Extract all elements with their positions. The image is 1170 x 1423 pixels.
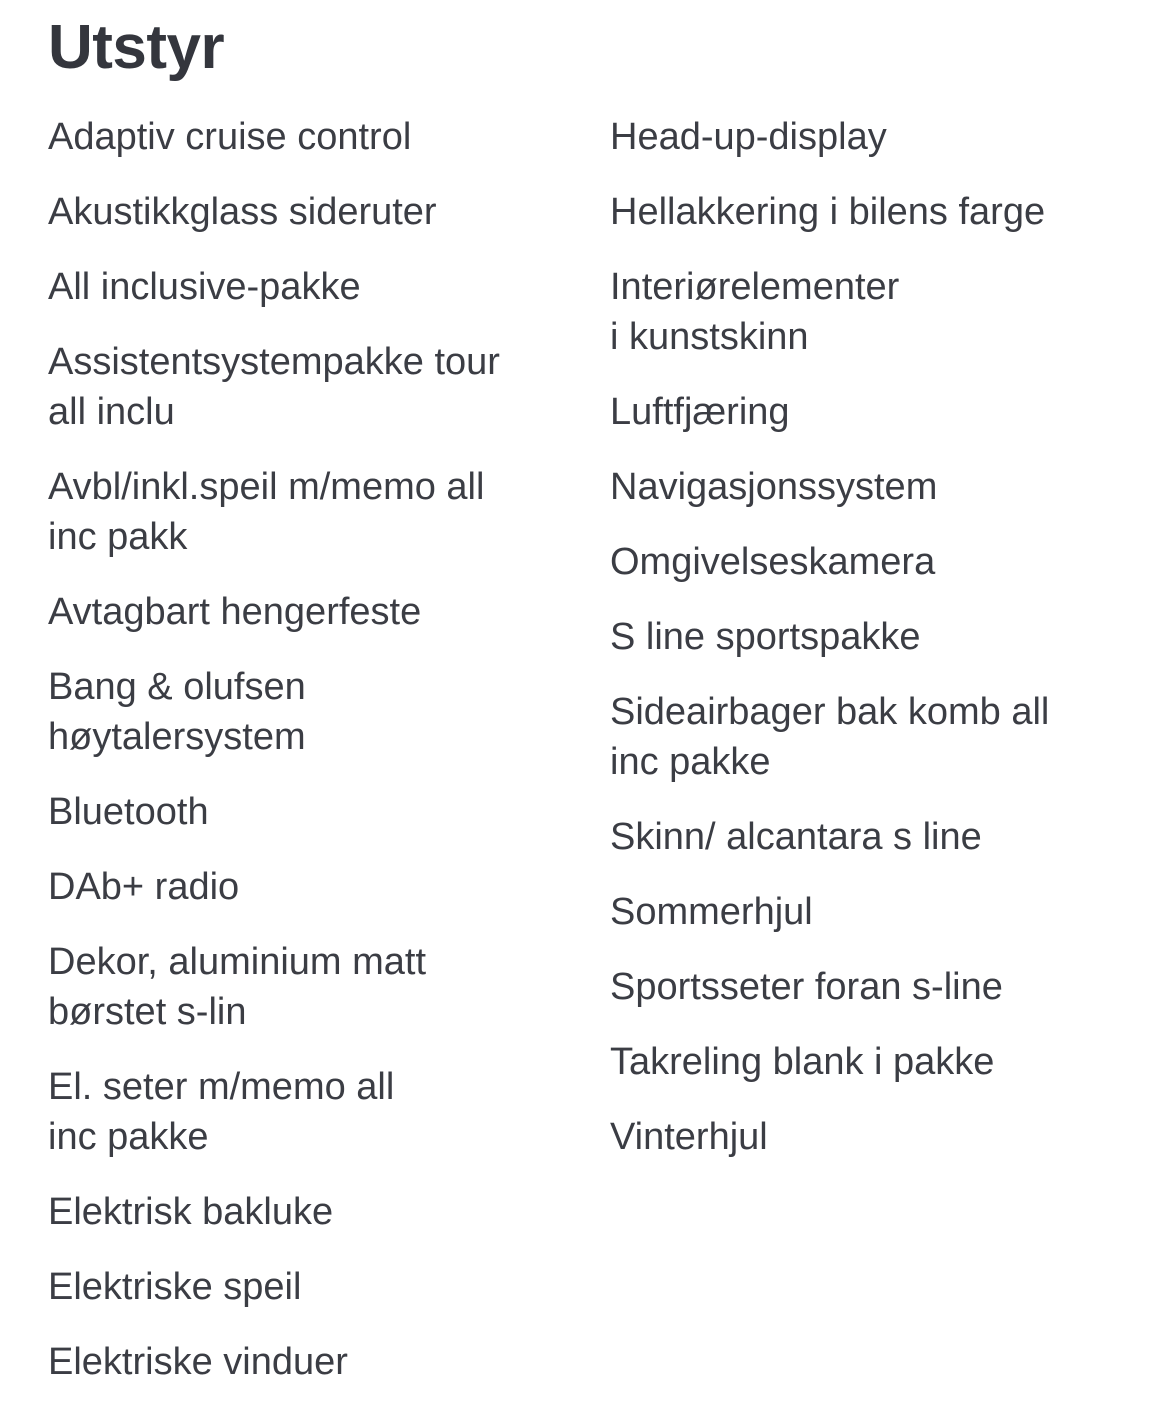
equipment-item: Skinn/ alcantara s line — [610, 816, 982, 858]
equipment-item: All inclusive-pakke — [48, 266, 361, 308]
equipment-item: Vinterhjul — [610, 1116, 768, 1158]
equipment-item: Assistentsystempakke tour all inclu — [48, 341, 500, 433]
equipment-item: Sommerhjul — [610, 891, 813, 933]
equipment-item: Omgivelseskamera — [610, 541, 936, 583]
equipment-item: Adaptiv cruise control — [48, 116, 412, 158]
equipment-list — [48, 112, 1148, 1412]
equipment-item: DAb+ radio — [48, 866, 240, 908]
equipment-item: Bang & olufsen høytalersystem — [48, 666, 306, 758]
equipment-item: S line sportspakke — [610, 616, 921, 658]
equipment-item: Head-up-display — [610, 116, 887, 158]
equipment-item: Avbl/inkl.speil m/memo all inc pakk — [48, 466, 485, 558]
page-title: Utstyr — [48, 13, 225, 82]
equipment-column-left — [48, 112, 610, 1412]
equipment-item: Dekor, aluminium matt børstet s-lin — [48, 941, 427, 1033]
equipment-item: Sportsseter foran s-line — [610, 966, 1003, 1008]
equipment-item: Takreling blank i pakke — [610, 1041, 995, 1083]
equipment-item: Luftfjæring — [610, 391, 790, 433]
equipment-item: Bluetooth — [48, 791, 209, 833]
equipment-item: Interiørelementer i kunstskinn — [610, 266, 900, 358]
equipment-item: Avtagbart hengerfeste — [48, 591, 422, 633]
equipment-item: El. seter m/memo all inc pakke — [48, 1066, 395, 1158]
equipment-item: Elektriske speil — [48, 1266, 302, 1308]
equipment-item: Hellakkering i bilens farge — [610, 191, 1046, 233]
equipment-item: Navigasjonssystem — [610, 466, 938, 508]
equipment-column-right — [610, 112, 1130, 1412]
equipment-item: Elektrisk bakluke — [48, 1191, 334, 1233]
equipment-item: Elektriske vinduer — [48, 1341, 348, 1383]
equipment-item: Akustikkglass sideruter — [48, 191, 437, 233]
equipment-item: Sideairbager bak komb all inc pakke — [610, 691, 1050, 783]
